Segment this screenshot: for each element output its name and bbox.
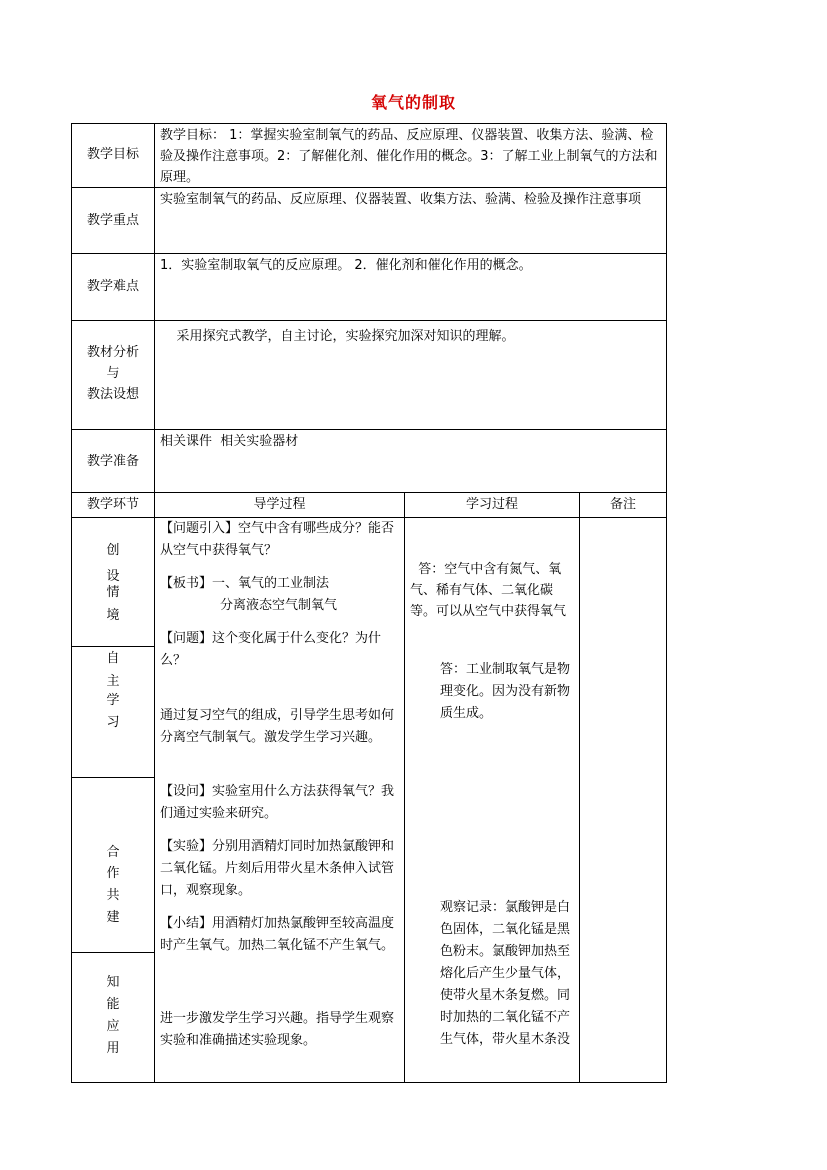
stage-char: 自 [106, 651, 120, 666]
stage-char: 情 [106, 585, 120, 600]
guide-item: 【问题引入】空气中含有哪些成分？能否从空气中获得氧气？ [160, 521, 395, 558]
header-stage: 教学环节 [86, 497, 139, 512]
guide-item: 分离液态空气制氧气 [220, 598, 338, 613]
stage-char: 共 [106, 888, 120, 903]
stage-char: 习 [106, 715, 120, 730]
stage-char: 境 [106, 608, 120, 623]
row-label-difficulty: 教学难点 [86, 279, 139, 294]
stage-char: 作 [106, 866, 120, 881]
guide-item: 【设问】实验室用什么方法获得氧气？我们通过实验来研究。 [160, 784, 395, 821]
header-learn: 学习过程 [465, 497, 518, 512]
row-content-keypoints: 实验室制氧气的药品、反应原理、仪器装置、收集方法、验满、检验及操作注意事项 [160, 192, 642, 207]
row-content-preparation: 相关课件 相关实验器材 [160, 434, 299, 449]
guide-item: 【问题】这个变化属于什么变化？为什么？ [160, 631, 382, 668]
row-label-analysis-line: 教法设想 [86, 387, 139, 402]
row-content-difficulty: 1．实验室制取氧气的反应原理。 2．催化剂和催化作用的概念。 [160, 258, 532, 273]
header-notes: 备注 [609, 497, 636, 512]
guide-item: 【小结】用酒精灯加热氯酸钾至较高温度时产生氧气。加热二氧化锰不产生氧气。 [160, 916, 395, 953]
stage-char: 用 [106, 1041, 120, 1056]
row-label-keypoints: 教学重点 [86, 213, 139, 228]
learn-item: 观察记录：氯酸钾是白色固体，二氧化锰是黑色粉末。氯酸钾加热至熔化后产生少量气体，使带火星木条复燃。同时加热的二氧化锰不产生气体，带火星木条没 [440, 900, 571, 1047]
stage-char: 主 [106, 674, 120, 689]
stage-char: 知 [106, 975, 120, 990]
stage-char: 建 [106, 910, 120, 925]
guide-item: 进一步激发学生学习兴趣。指导学生观察实验和准确描述实验现象。 [160, 1011, 395, 1048]
stage-char: 创 [106, 543, 120, 558]
row-label-preparation: 教学准备 [86, 454, 139, 469]
row-content-analysis: 采用探究式教学，自主讨论，实验探究加深对知识的理解。 [160, 329, 515, 344]
header-guide: 导学过程 [253, 497, 306, 512]
stage-char: 学 [106, 693, 120, 708]
guide-item: 【实验】分别用酒精灯同时加热氯酸钾和二氧化锰。片刻后用带火星木条伸入试管口，观察现象。 [160, 839, 395, 898]
row-label-analysis-line: 与 [106, 366, 120, 381]
guide-item: 【板书】一、氧气的工业制法 [160, 576, 330, 591]
stage-char: 应 [106, 1019, 120, 1034]
learn-item: 答：空气中含有氮气、氧气、稀有气体、二氧化碳等。可以从空气中获得氧气 [410, 562, 567, 619]
row-label-goals: 教学目标 [86, 147, 139, 162]
stage-char: 设 [106, 569, 120, 584]
document-title: 氧气的制取 [370, 93, 456, 112]
learn-item: 答：工业制取氧气是物理变化。因为没有新物质生成。 [440, 662, 571, 721]
stage-char: 能 [106, 997, 120, 1012]
row-content-goals: 教学目标： 1：掌握实验室制氧气的药品、反应原理、仪器装置、收集方法、验满、检验及操作注意事项。2：了解催化剂、催化作用的概念。3：了解工业上制氧气的方法和原理。 [160, 128, 658, 185]
stage-char: 合 [106, 845, 120, 860]
row-label-analysis-line: 教材分析 [86, 345, 139, 360]
guide-item: 通过复习空气的组成，引导学生思考如何分离空气制氧气。激发学生学习兴趣。 [160, 708, 395, 745]
